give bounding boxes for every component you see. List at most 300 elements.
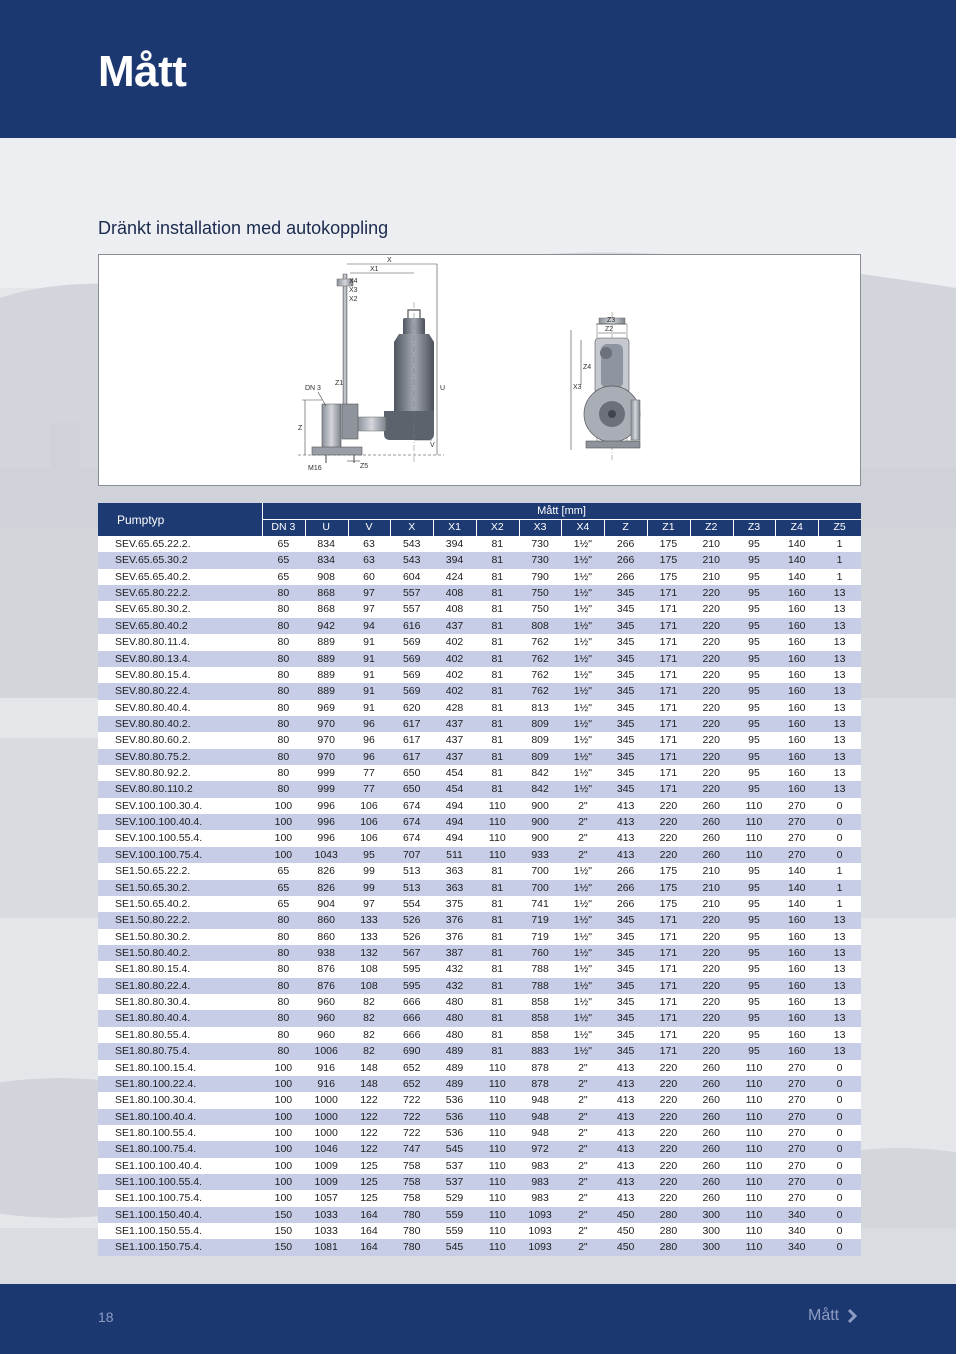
dimension-cell: 960	[305, 1027, 348, 1043]
pump-volute	[384, 411, 434, 440]
dimension-cell: 95	[733, 618, 776, 634]
dimension-cell: 100	[262, 830, 305, 846]
dimension-cell: 81	[476, 978, 519, 994]
dimension-cell: 719	[519, 912, 562, 928]
dimension-cell: 413	[604, 1174, 647, 1190]
dimension-cell: 220	[647, 1174, 690, 1190]
dimension-cell: 1½"	[561, 994, 604, 1010]
dimension-cell: 80	[262, 994, 305, 1010]
dimension-cell: 260	[690, 1092, 733, 1108]
dimension-cell: 762	[519, 667, 562, 683]
dimension-cell: 730	[519, 536, 562, 552]
dimension-cell: 345	[604, 618, 647, 634]
dimension-cell: 270	[775, 1092, 818, 1108]
dimension-cell: 0	[818, 1109, 861, 1125]
dimension-cell: 900	[519, 814, 562, 830]
dimension-cell: 95	[733, 1027, 776, 1043]
dimension-cell: 100	[262, 1060, 305, 1076]
header-band	[0, 0, 956, 138]
dimension-cell: 2"	[561, 1190, 604, 1206]
dimension-cell: 175	[647, 552, 690, 568]
dimension-cell: 110	[476, 814, 519, 830]
dimension-cell: 13	[818, 912, 861, 928]
dimension-cell: 413	[604, 1141, 647, 1157]
dimension-cell: 160	[775, 1027, 818, 1043]
dimension-cell: 413	[604, 1158, 647, 1174]
dimension-cell: 210	[690, 863, 733, 879]
dimension-cell: 741	[519, 896, 562, 912]
dimension-cell: 604	[390, 569, 433, 585]
dimension-cell: 413	[604, 1125, 647, 1141]
dimension-cell: 2"	[561, 1239, 604, 1255]
guide-rail	[343, 274, 347, 424]
dimension-cell: 513	[390, 880, 433, 896]
dimension-cell: 489	[433, 1076, 476, 1092]
dimension-cell: 730	[519, 552, 562, 568]
dimension-cell: 1093	[519, 1207, 562, 1223]
dimension-cell: 81	[476, 994, 519, 1010]
dimension-cell: 780	[390, 1223, 433, 1239]
dimension-cell: 345	[604, 978, 647, 994]
dimension-group-header: Mått [mm]	[262, 503, 861, 519]
dimension-cell: 413	[604, 1109, 647, 1125]
dimension-cell: 1½"	[561, 961, 604, 977]
dimension-cell: 750	[519, 601, 562, 617]
dimension-cell: 210	[690, 896, 733, 912]
dimension-cell: 700	[519, 863, 562, 879]
dimension-cell: 80	[262, 732, 305, 748]
dimension-cell: 999	[305, 765, 348, 781]
dimension-cell: 220	[690, 651, 733, 667]
dimension-cell: 175	[647, 896, 690, 912]
table-row	[98, 945, 861, 961]
dimension-cell: 110	[733, 1190, 776, 1206]
dimension-cell: 960	[305, 1010, 348, 1026]
dimension-cell: 413	[604, 847, 647, 863]
dimension-cell: 1½"	[561, 781, 604, 797]
dimension-cell: 868	[305, 585, 348, 601]
dimension-cell: 345	[604, 585, 647, 601]
dimension-cell: 996	[305, 814, 348, 830]
dimension-cell: 788	[519, 978, 562, 994]
dimension-cell: 345	[604, 716, 647, 732]
dimension-cell: 340	[775, 1207, 818, 1223]
dimension-cell: 494	[433, 814, 476, 830]
dimension-cell: 788	[519, 961, 562, 977]
dimension-cell: 65	[262, 552, 305, 568]
dimension-cell: 260	[690, 1158, 733, 1174]
dimension-cell: 1½"	[561, 569, 604, 585]
dimension-cell: 210	[690, 569, 733, 585]
dimension-cell: 13	[818, 1010, 861, 1026]
dimension-cell: 270	[775, 1125, 818, 1141]
dimension-cell: 13	[818, 961, 861, 977]
dimension-cell: 171	[647, 961, 690, 977]
dimension-cell: 983	[519, 1190, 562, 1206]
dimension-cell: 938	[305, 945, 348, 961]
dimension-cell: 904	[305, 896, 348, 912]
dimension-cell: 2"	[561, 1092, 604, 1108]
dimension-cell: 100	[262, 1190, 305, 1206]
dimension-drawing	[98, 254, 861, 486]
dimension-cell: 171	[647, 945, 690, 961]
dimension-cell: 13	[818, 618, 861, 634]
table-row	[98, 1027, 861, 1043]
dimension-cell: 280	[647, 1207, 690, 1223]
dimension-cell: 110	[733, 1223, 776, 1239]
dimension-cell: 95	[733, 945, 776, 961]
dimension-cell: 760	[519, 945, 562, 961]
table-row	[98, 978, 861, 994]
dimension-cell: 345	[604, 1010, 647, 1026]
dimension-cell: 150	[262, 1207, 305, 1223]
dimension-cell: 80	[262, 765, 305, 781]
dimension-cell: 160	[775, 765, 818, 781]
dimension-cell: 160	[775, 601, 818, 617]
dimension-cell: 1	[818, 880, 861, 896]
pump-type-cell: SEV.65.80.40.2	[98, 618, 262, 634]
dimension-cell: 780	[390, 1239, 433, 1255]
drawing-label-z1: Z1	[335, 380, 344, 387]
shaft-center	[608, 410, 616, 418]
dimension-cell: 81	[476, 749, 519, 765]
dimension-cell: 220	[690, 1027, 733, 1043]
dimension-cell: 413	[604, 1060, 647, 1076]
pump-type-cell: SE1.80.80.22.4.	[98, 978, 262, 994]
dimension-cell: 1033	[305, 1207, 348, 1223]
dimension-cell: 536	[433, 1109, 476, 1125]
dimension-cell: 1½"	[561, 896, 604, 912]
dimension-cell: 110	[476, 1060, 519, 1076]
dimension-cell: 80	[262, 929, 305, 945]
dimension-cell: 270	[775, 1060, 818, 1076]
dimension-cell: 266	[604, 896, 647, 912]
dimension-cell: 160	[775, 667, 818, 683]
dimension-cell: 175	[647, 536, 690, 552]
dimension-cell: 889	[305, 651, 348, 667]
dimension-cell: 13	[818, 929, 861, 945]
table-row	[98, 1158, 861, 1174]
dimension-cell: 77	[348, 765, 391, 781]
dimension-cell: 140	[775, 552, 818, 568]
dimension-cell: 790	[519, 569, 562, 585]
dimension-cell: 220	[647, 1092, 690, 1108]
dimension-cell: 1½"	[561, 929, 604, 945]
dimension-cell: 883	[519, 1043, 562, 1059]
dimension-cell: 100	[262, 1109, 305, 1125]
dimension-cell: 428	[433, 700, 476, 716]
pump-type-cell: SE1.50.80.40.2.	[98, 945, 262, 961]
side-view	[298, 274, 444, 464]
dimension-cell: 171	[647, 585, 690, 601]
dimension-cell: 559	[433, 1207, 476, 1223]
drawing-label-x2: X2	[349, 296, 358, 303]
dimension-cell: 110	[733, 798, 776, 814]
pump-type-cell: SEV.65.65.30.2	[98, 552, 262, 568]
dimension-cell: 2"	[561, 814, 604, 830]
dimension-cell: 270	[775, 1190, 818, 1206]
dimension-cell: 110	[733, 1125, 776, 1141]
dimension-cell: 972	[519, 1141, 562, 1157]
dimension-cell: 2"	[561, 847, 604, 863]
dimension-cell: 762	[519, 634, 562, 650]
dimension-cell: 0	[818, 1174, 861, 1190]
dimension-cell: 432	[433, 978, 476, 994]
pump-type-cell: SE1.100.150.40.4.	[98, 1207, 262, 1223]
dimension-cell: 13	[818, 585, 861, 601]
dimension-cell: 1½"	[561, 732, 604, 748]
dimension-cell: 110	[476, 847, 519, 863]
pump-type-cell: SEV.80.80.11.4.	[98, 634, 262, 650]
pump-type-cell: SEV.80.80.40.4.	[98, 700, 262, 716]
dimension-cell: 0	[818, 1190, 861, 1206]
pump-type-cell: SEV.100.100.75.4.	[98, 847, 262, 863]
dimension-cell: 148	[348, 1076, 391, 1092]
column-header: Z2	[690, 519, 733, 536]
dimension-cell: 220	[690, 1010, 733, 1026]
dimension-cell: 80	[262, 1027, 305, 1043]
pump-type-cell: SEV.65.80.22.2.	[98, 585, 262, 601]
dimension-cell: 413	[604, 814, 647, 830]
column-header: V	[348, 519, 391, 536]
dimension-cell: 1093	[519, 1239, 562, 1255]
dimension-cell: 424	[433, 569, 476, 585]
dimension-cell: 81	[476, 961, 519, 977]
column-header: Z5	[818, 519, 861, 536]
dimension-cell: 96	[348, 732, 391, 748]
dimension-cell: 95	[733, 732, 776, 748]
dimension-cell: 160	[775, 929, 818, 945]
dimension-cell: 569	[390, 651, 433, 667]
dimension-cell: 160	[775, 585, 818, 601]
dimension-cell: 554	[390, 896, 433, 912]
dimension-cell: 345	[604, 667, 647, 683]
dimension-cell: 95	[733, 781, 776, 797]
dimension-cell: 91	[348, 634, 391, 650]
pump-type-cell: SE1.80.80.15.4.	[98, 961, 262, 977]
dimension-table	[98, 503, 861, 1256]
dimension-cell: 160	[775, 945, 818, 961]
dimension-cell: 983	[519, 1174, 562, 1190]
dimension-cell: 81	[476, 716, 519, 732]
dimension-cell: 110	[733, 830, 776, 846]
dimension-cell: 650	[390, 781, 433, 797]
dimension-cell: 80	[262, 749, 305, 765]
dimension-cell: 996	[305, 830, 348, 846]
dimension-cell: 171	[647, 781, 690, 797]
dimension-cell: 160	[775, 994, 818, 1010]
drawing-label-z4: Z4	[583, 364, 592, 371]
table-row	[98, 994, 861, 1010]
dimension-cell: 1006	[305, 1043, 348, 1059]
dimension-cell: 0	[818, 830, 861, 846]
dimension-cell: 260	[690, 1174, 733, 1190]
dimension-cell: 95	[733, 896, 776, 912]
dimension-cell: 569	[390, 634, 433, 650]
dimension-cell: 110	[476, 1174, 519, 1190]
dimension-cell: 650	[390, 765, 433, 781]
table-row	[98, 732, 861, 748]
dimension-cell: 345	[604, 1043, 647, 1059]
dimension-cell: 122	[348, 1141, 391, 1157]
pump-type-cell: SEV.100.100.55.4.	[98, 830, 262, 846]
dimension-cell: 674	[390, 814, 433, 830]
dimension-cell: 160	[775, 961, 818, 977]
dimension-cell: 171	[647, 732, 690, 748]
table-row	[98, 1207, 861, 1223]
dimension-cell: 13	[818, 1027, 861, 1043]
dimension-cell: 97	[348, 896, 391, 912]
dimension-cell: 536	[433, 1092, 476, 1108]
table-row	[98, 536, 861, 552]
dimension-cell: 160	[775, 749, 818, 765]
front-base-flange	[586, 441, 640, 448]
dimension-cell: 529	[433, 1190, 476, 1206]
dimension-cell: 266	[604, 863, 647, 879]
dimension-cell: 80	[262, 781, 305, 797]
pump-type-cell: SEV.80.80.22.4.	[98, 683, 262, 699]
dimension-cell: 402	[433, 667, 476, 683]
dimension-cell: 1½"	[561, 765, 604, 781]
dimension-cell: 80	[262, 634, 305, 650]
table-row	[98, 1060, 861, 1076]
dimension-cell: 394	[433, 536, 476, 552]
dimension-cell: 260	[690, 1060, 733, 1076]
dimension-cell: 526	[390, 929, 433, 945]
dimension-cell: 133	[348, 929, 391, 945]
dimension-cell: 110	[733, 1109, 776, 1125]
dimension-cell: 220	[690, 765, 733, 781]
dimension-cell: 876	[305, 978, 348, 994]
dimension-cell: 220	[647, 798, 690, 814]
dimension-cell: 1000	[305, 1109, 348, 1125]
dimension-cell: 220	[690, 700, 733, 716]
dimension-cell: 171	[647, 667, 690, 683]
dimension-cell: 110	[733, 1092, 776, 1108]
pump-type-cell: SE1.80.100.55.4.	[98, 1125, 262, 1141]
dimension-cell: 220	[690, 961, 733, 977]
dimension-cell: 91	[348, 651, 391, 667]
dimension-cell: 100	[262, 1141, 305, 1157]
footer-section-label: Mått	[808, 1307, 840, 1324]
dimension-cell: 13	[818, 634, 861, 650]
dimension-cell: 450	[604, 1239, 647, 1255]
dimension-cell: 2"	[561, 1141, 604, 1157]
dimension-cell: 220	[690, 683, 733, 699]
dimension-cell: 160	[775, 700, 818, 716]
dimension-cell: 160	[775, 978, 818, 994]
dimension-cell: 63	[348, 552, 391, 568]
dimension-cell: 65	[262, 863, 305, 879]
dimension-cell: 948	[519, 1092, 562, 1108]
dimension-cell: 175	[647, 880, 690, 896]
dimension-cell: 100	[262, 798, 305, 814]
dimension-cell: 95	[733, 863, 776, 879]
dimension-cell: 408	[433, 601, 476, 617]
dimension-cell: 110	[733, 1207, 776, 1223]
dimension-cell: 2"	[561, 830, 604, 846]
dimension-cell: 94	[348, 618, 391, 634]
dimension-cell: 97	[348, 601, 391, 617]
dimension-cell: 889	[305, 667, 348, 683]
table-row	[98, 1239, 861, 1255]
dimension-cell: 65	[262, 880, 305, 896]
dimension-cell: 900	[519, 830, 562, 846]
dimension-cell: 908	[305, 569, 348, 585]
dimension-cell: 220	[647, 1109, 690, 1125]
dimension-cell: 95	[733, 651, 776, 667]
chevron-stroke	[849, 1310, 855, 1322]
cable-gland	[600, 347, 612, 359]
dimension-cell: 260	[690, 1109, 733, 1125]
dimension-cell: 2"	[561, 1076, 604, 1092]
dimension-cell: 1½"	[561, 945, 604, 961]
dimension-cell: 81	[476, 1043, 519, 1059]
dimension-cell: 674	[390, 798, 433, 814]
dimension-cell: 450	[604, 1223, 647, 1239]
footer-band	[0, 1284, 956, 1354]
pump-type-cell: SE1.50.80.30.2.	[98, 929, 262, 945]
page-title: Mått	[98, 47, 187, 96]
coupling-claw	[342, 404, 358, 439]
dimension-cell: 270	[775, 798, 818, 814]
pump-type-cell: SEV.65.65.22.2.	[98, 536, 262, 552]
dimension-cell: 969	[305, 700, 348, 716]
dimension-cell: 559	[433, 1223, 476, 1239]
pump-type-cell: SEV.100.100.40.4.	[98, 814, 262, 830]
table-row	[98, 830, 861, 846]
dimension-cell: 762	[519, 683, 562, 699]
dimension-cell: 2"	[561, 1207, 604, 1223]
dimension-cell: 666	[390, 1027, 433, 1043]
dimension-cell: 480	[433, 1027, 476, 1043]
dimension-cell: 960	[305, 994, 348, 1010]
pump-type-cell: SE1.50.65.22.2.	[98, 863, 262, 879]
dimension-cell: 858	[519, 1010, 562, 1026]
dimension-cell: 13	[818, 945, 861, 961]
dimension-cell: 402	[433, 651, 476, 667]
dimension-cell: 722	[390, 1125, 433, 1141]
table-row	[98, 1076, 861, 1092]
dimension-cell: 210	[690, 536, 733, 552]
dimension-cell: 413	[604, 1190, 647, 1206]
dimension-cell: 2"	[561, 1158, 604, 1174]
dimension-cell: 100	[262, 1092, 305, 1108]
dimension-cell: 437	[433, 749, 476, 765]
dimension-cell: 0	[818, 1060, 861, 1076]
dimension-cell: 0	[818, 1239, 861, 1255]
drawing-label-z3: Z3	[607, 317, 616, 324]
dimension-cell: 2"	[561, 1223, 604, 1239]
dimension-cell: 13	[818, 732, 861, 748]
dimension-cell: 220	[690, 781, 733, 797]
dimension-cell: 125	[348, 1190, 391, 1206]
dimension-cell: 402	[433, 683, 476, 699]
dimension-cell: 81	[476, 863, 519, 879]
dimension-cell: 95	[733, 716, 776, 732]
dimension-cell: 545	[433, 1239, 476, 1255]
dimension-cell: 110	[476, 1190, 519, 1206]
dimension-cell: 106	[348, 830, 391, 846]
dimension-cell: 345	[604, 683, 647, 699]
page-number: 18	[98, 1309, 114, 1325]
dimension-cell: 809	[519, 732, 562, 748]
dimension-cell: 81	[476, 912, 519, 928]
dimension-cell: 1½"	[561, 536, 604, 552]
dimension-cell: 545	[433, 1141, 476, 1157]
dimension-cell: 220	[690, 585, 733, 601]
pump-type-cell: SE1.50.65.30.2.	[98, 880, 262, 896]
